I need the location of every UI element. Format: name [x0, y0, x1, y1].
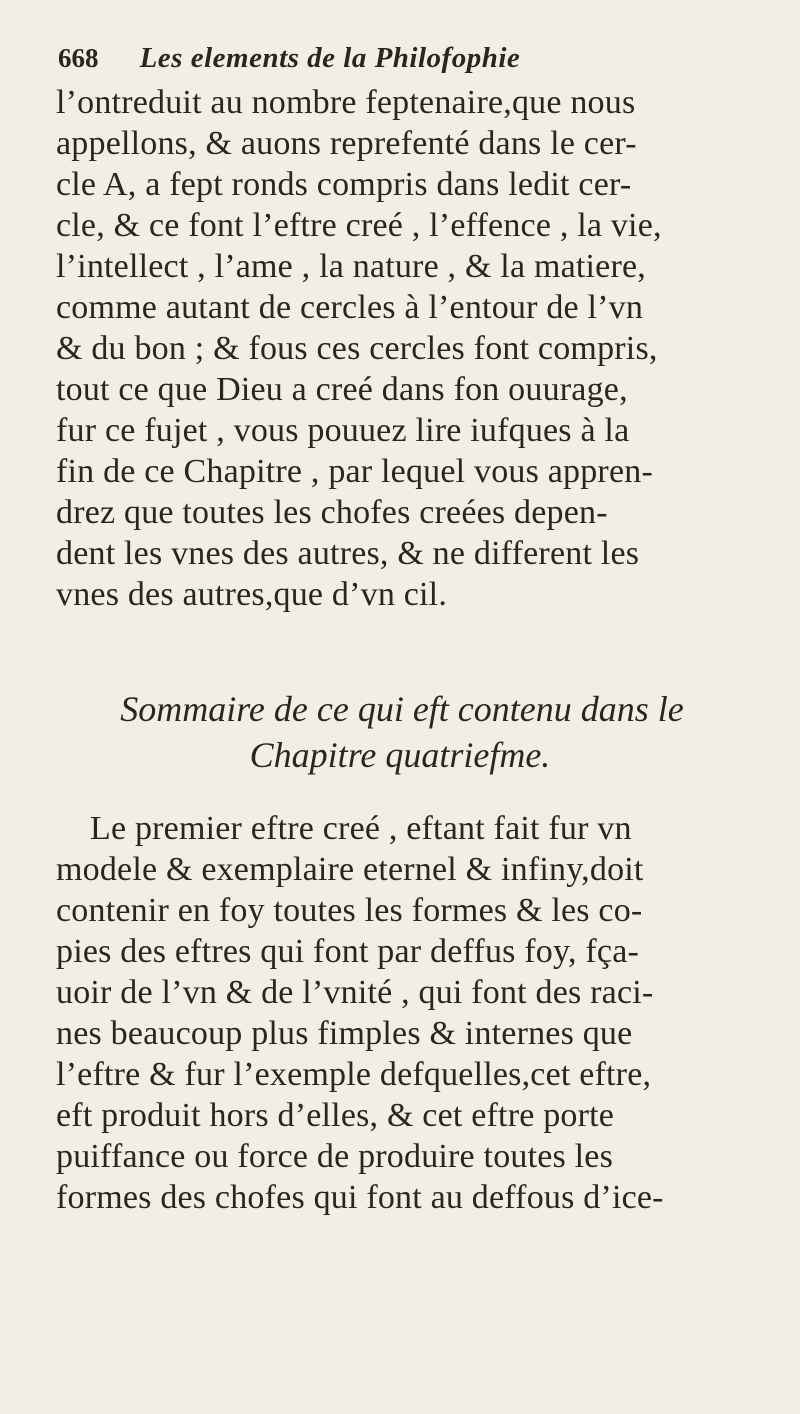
text-line: pies des eftres qui font par deffus foy, fça-: [56, 933, 640, 970]
text-line: fin de ce Chapitre , par lequel vous appren-: [56, 453, 653, 490]
text-line: l’eftre & fur l’exemple defquelles,cet eftre,: [56, 1056, 652, 1093]
text-line: puiffance ou force de produire toutes les: [56, 1138, 614, 1175]
running-title: Les elements de la Philofophie: [139, 42, 521, 74]
text-line: cle, & ce font l’eftre creé , l’effence , la vie,: [56, 207, 662, 244]
text-line: cle A, a fept ronds compris dans ledit cer-: [56, 166, 632, 203]
section-heading: [0, 686, 800, 778]
text-line: drez que toutes les chofes creées depen-: [56, 494, 608, 531]
page-number: 668: [58, 43, 99, 73]
paragraph-2: [56, 808, 776, 1218]
running-head: [58, 42, 758, 86]
text-line: fur ce fujet , vous pouuez lire iufques à la: [56, 412, 630, 449]
text-line: tout ce que Dieu a creé dans fon ouurage,: [56, 371, 628, 408]
text-line: dent les vnes des autres, & ne different les: [56, 535, 640, 572]
heading-line: Sommaire de ce qui eft contenu dans le: [120, 689, 684, 729]
text-line: formes des chofes qui font au deffous d’ice-: [56, 1179, 664, 1216]
text-line: comme autant de cercles à l’entour de l’vn: [56, 289, 644, 326]
text-line: contenir en foy toutes les formes & les co-: [56, 892, 643, 929]
text-line: l’ontreduit au nombre feptenaire,que nous: [56, 84, 636, 121]
text-line: uoir de l’vn & de l’vnité , qui font des raci-: [56, 974, 654, 1011]
text-line: vnes des autres,que d’vn cil.: [56, 576, 448, 613]
text-line: eft produit hors d’elles, & cet eftre porte: [56, 1097, 615, 1134]
text-line: l’intellect , l’ame , la nature , & la matiere,: [56, 248, 646, 285]
heading-line: Chapitre quatriefme.: [249, 735, 551, 775]
text-line: & du bon ; & fous ces cercles font compris,: [56, 330, 658, 367]
text-line: appellons, & auons reprefenté dans le cer-: [56, 125, 637, 162]
text-line: Le premier eftre creé , eftant fait fur vn: [90, 810, 632, 847]
text-line: modele & exemplaire eternel & infiny,doit: [56, 851, 644, 888]
text-line: nes beaucoup plus fimples & internes que: [56, 1015, 633, 1052]
paragraph-1: [56, 82, 776, 615]
